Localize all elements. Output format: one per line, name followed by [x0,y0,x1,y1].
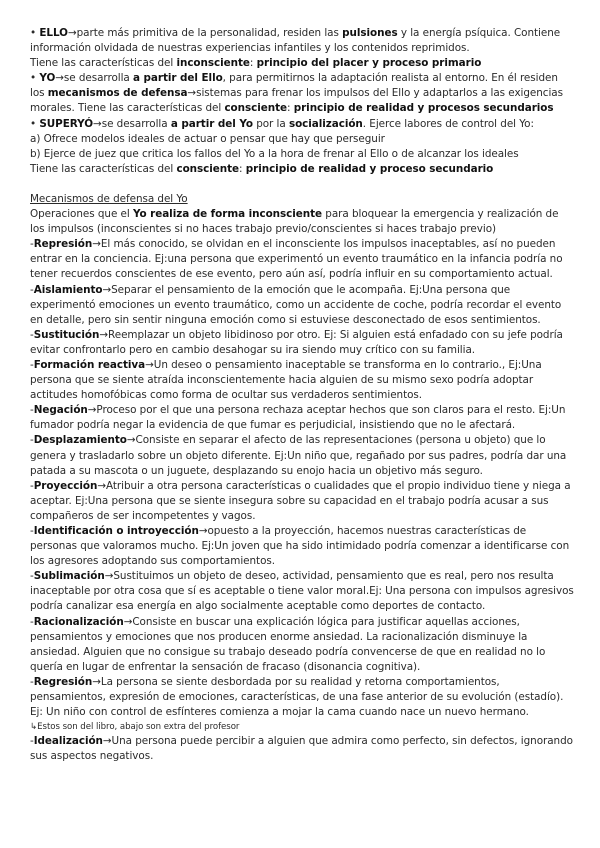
mechanism-item: -Proyección→Atribuir a otra persona características o cualidades que el propio individuo tiene y niega a aceptar. Ej:Una persona que se siente insegura sobre su capacidad en el trabajo podría acusar a sus compañeros de ser incompetentes y vagos. [30,479,571,522]
mechanism-item: -Desplazamiento→Consiste en separar el afecto de las representaciones (persona u objeto) que lo genera y trasladarlo sobre un objeto diferente. Ej:Un niño que, regañado por sus padres, podría dar una patada a su mascota o un juguete, desplazando su enojo hacia un objetivo más seguro. [30,434,567,477]
mechanism-item: -Sustitución→Reemplazar un objeto libidinoso por otro. Ej: Si alguien está enfadado con su jefe podría evitar confrontarlo pero en cambio desahogar su ira siendo muy crítico con su familia. [30,328,563,356]
ello-traits: Tiene las características del inconsciente: principio del placer y proceso primario [30,57,482,70]
superyo-traits: Tiene las características del consciente: principio de realidad y proceso secundario [30,162,494,175]
superyo-term: SUPERYÓ [39,117,94,130]
mechanism-list [30,237,574,720]
mechanism-item: -Idealización→Una persona puede percibir a alguien que admira como perfecto, sin defectos, ignorando sus aspectos negativos. [30,735,573,763]
mechanism-item: -Negación→Proceso por el que una persona rechaza aceptar hechos que son claros para el resto. Ej:Un fumador podría negar la evidencia de que fumar es perjudicial, insistiendo que no le afectará. [30,404,566,432]
mechanism-item: -Racionalización→Consiste en buscar una explicación lógica para justificar aquellas acciones, pensamientos y emociones que nos producen enorme ansiedad. La racionalización disminuye la ansiedad. Alguien que no consigue su trabajo deseado podría convencerse de que en realidad no lo quería en lugar de enfrentar la sensación de fracaso (disonancia cognitiva). [30,615,546,673]
defense-intro: Operaciones que el Yo realiza de forma inconsciente para bloquear la emergencia y realización de los impulsos (inconscientes si no haces trabajo previo/conscientes si haces trabajo previo) [30,208,559,236]
mechanism-item: -Regresión→La persona se siente desbordada por su realidad y retorna comportamientos, pensamientos, expresión de emociones, características, de una fase anterior de su evolución (estadío). Ej: Un niño con control de esfínteres comienza a mojar la cama cuando nace un nuevo hermano. [30,675,564,719]
extra-note: ↳Estos son del libro, abajo son extra del profesor [30,722,240,733]
defense-heading: Mecanismos de defensa del Yo [30,192,188,205]
section-gap [30,177,574,192]
yo-paragraph: • YO→se desarrolla a partir del Ello, para permitirnos la adaptación realista al entorno. En él residen los mecanismos de defensa→sistemas para frenar los impulsos del Ello y adaptarlos a las exigencias morales. Tiene las características del consciente: principio de realidad y procesos secundarios [30,72,563,115]
extra-mechanism-list [30,734,574,764]
ello-paragraph: • ELLO→parte más primitiva de la personalidad, residen las pulsiones y la energía psíquica. Contiene información olvidada de nuestras experiencias infantiles y los contenidos reprimidos. [30,27,561,55]
mechanism-item: -Represión→El más conocido, se olvidan en el inconsciente los impulsos inaceptables, así no pueden entrar en la conciencia. Ej:una persona que experimentó un evento traumático en la infancia podría no tener recuerdos conscientes de ese evento, pero aún así, podría influir en su comportamiento actual. [30,238,563,281]
mechanism-item: -Sublimación→Sustituimos un objeto de deseo, actividad, pensamiento que es real, pero nos resulta inaceptable por otra cosa que sí es aceptable o tiene valor moral.Ej: Una persona con impulsos agresivos podría canalizar esa energía en algo socialmente aceptable como deportes de contacto. [30,570,574,613]
superyo-paragraph: • SUPERYÓ→se desarrolla a partir del Yo por la socialización. Ejerce labores de control del Yo: [30,117,534,130]
superyo-item-b: b) Ejerce de juez que critica los fallos del Yo a la hora de frenar al Ello o de alcanzar los ideales [30,147,519,160]
superyo-item-a: a) Ofrece modelos ideales de actuar o pensar que hay que perseguir [30,132,385,145]
ello-term: ELLO [39,27,68,39]
mechanism-item: -Formación reactiva→Un deseo o pensamiento inaceptable se transforma en lo contrario., Ej:Una persona que se siente atraída inconscientemente hacia alguien de su mismo sexo podría adoptar actitudes homofóbicas como forma de ocultar sus verdaderos sentimientos. [30,358,542,402]
mechanism-item: -Identificación o introyección→opuesto a la proyección, hacemos nuestras características de personas que valoramos mucho. Ej:Un joven que ha sido intimidado podría comenzar a identificarse con los agresores adoptando sus comportamientos. [30,525,570,568]
yo-term: YO [39,72,56,85]
mechanism-item: -Aislamiento→Separar el pensamiento de la emoción que le acompaña. Ej:Una persona que experimentó emociones un evento traumático, como un accidente de coche, podría recordar el evento en detalle, pero sin sentir ninguna emoción como si estuviese desconectado de esos sentimientos. [30,283,562,326]
